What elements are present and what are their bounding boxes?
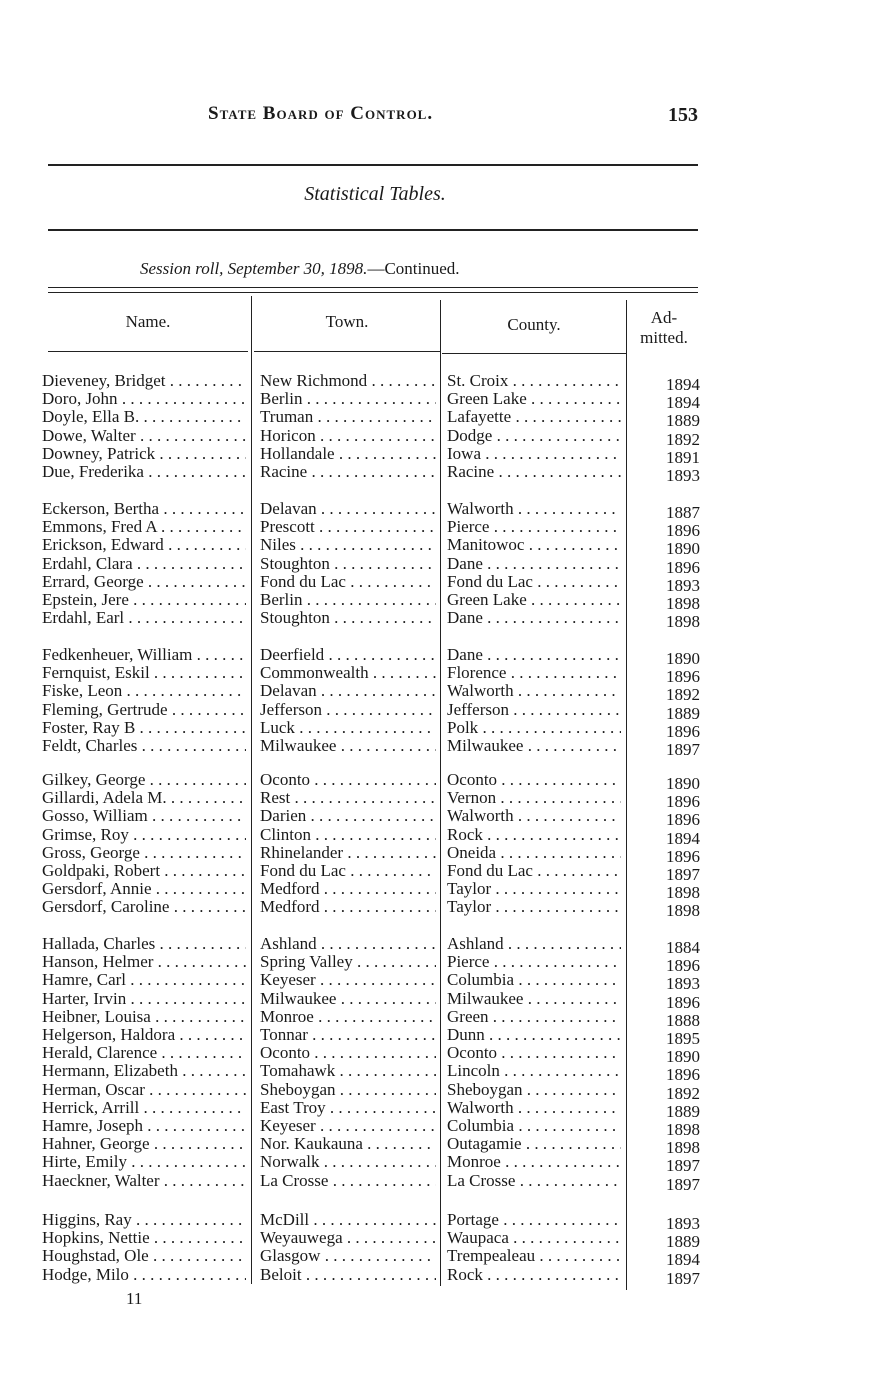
subtitle-rule [48,229,698,231]
name-cell: Erdahl, Clara . . . [42,555,246,573]
admitted-cell: 1894 [666,828,700,848]
town-cell: Stoughton . . . [260,555,436,573]
admitted-line-2: mitted. [640,328,688,347]
admitted-cell: 1892 [666,429,700,449]
name-cell: Epstein, Jere . . . [42,591,246,609]
town-cell: Stoughton . . . [260,609,436,627]
town-cell: Fond du Lac . . . [260,573,436,591]
name-cell: Fiske, Leon . . . [42,682,246,700]
county-cell: Portage . . . [447,1211,621,1229]
admitted-cell: 1895 [666,1029,700,1048]
county-cell: Green Lake . . . [447,591,621,609]
table-top-rule-1 [48,287,698,288]
name-cell: Emmons, Fred A . . . [42,518,246,536]
admitted-cell: 1896 [666,992,700,1012]
admitted-cell: 1892 [666,685,700,705]
town-cell: Darien . . . [260,807,436,825]
name-cell: Gosso, William . . . [42,807,246,825]
name-cell: Dieveney, Bridget . . . [42,372,246,390]
column-divider-1 [251,296,252,1284]
county-cell: Jefferson . . . [447,701,621,719]
town-cell: Luck . . . [260,719,436,737]
town-cell: Nor. Kaukauna . . . [260,1135,436,1153]
admitted-cell: 1884 [666,938,700,957]
town-cell: Truman . . . [260,408,436,426]
admitted-cell: 1898 [666,1120,700,1139]
county-cell: Trempealeau . . . [447,1247,621,1265]
county-cell: Monroe . . . [447,1153,621,1171]
admitted-cell: 1897 [666,1174,700,1194]
admitted-cell: 1898 [666,901,700,921]
name-cell: Doro, John . . . [42,390,246,408]
admitted-cell: 1891 [666,447,700,467]
town-cell: Keyeser . . . [260,971,436,989]
admitted-cell: 1894 [666,375,700,394]
county-cell: Manitowoc . . . [447,536,621,554]
name-cell: Fernquist, Eskil . . . [42,664,246,682]
admitted-cell: 1896 [666,956,700,976]
name-cell: Hirte, Emily . . . [42,1153,246,1171]
name-cell: Higgins, Ray . . . [42,1211,246,1229]
county-cell: Sheboygan . . . [447,1081,621,1099]
admitted-cell: 1888 [666,1010,700,1030]
county-cell: Green . . . [447,1008,621,1026]
town-cell: Milwaukee . . . [260,737,436,755]
admitted-cell: 1898 [666,883,700,903]
admitted-cell: 1892 [666,1083,700,1103]
town-cell: Berlin . . . [260,390,436,408]
admitted-cell: 1893 [666,575,700,595]
town-cell: Clinton . . . [260,826,436,844]
header-underline-name [48,351,248,352]
town-cell: Niles . . . [260,536,436,554]
admitted-cell: 1896 [666,557,700,577]
name-cell: Eckerson, Bertha . . . [42,500,246,518]
county-cell: Taylor . . . [447,880,621,898]
subtitle: Statistical Tables. [304,183,446,205]
name-cell: Erdahl, Earl . . . [42,609,246,627]
town-cell: Oconto . . . [260,771,436,789]
admitted-cell: 1889 [666,1101,700,1121]
admitted-cell: 1897 [666,1156,700,1176]
admitted-cell: 1889 [666,1232,700,1252]
town-cell: Commonwealth . . . [260,664,436,682]
county-cell: Rock . . . [447,826,621,844]
town-cell: Hollandale . . . [260,445,436,463]
column-header-admitted [628,308,700,348]
county-cell: Columbia . . . [447,971,621,989]
town-cell: Sheboygan . . . [260,1081,436,1099]
admitted-cell: 1890 [666,774,700,793]
name-cell: Hamre, Joseph . . . [42,1117,246,1135]
admitted-line-1: Ad- [650,308,678,327]
admitted-cell: 1894 [666,393,700,413]
admitted-cell: 1897 [666,1268,700,1288]
admitted-cell: 1898 [666,1138,700,1158]
town-cell: Rhinelander . . . [260,844,436,862]
town-cell: McDill . . . [260,1211,436,1229]
name-cell: Doyle, Ella B. . . . [42,408,246,426]
county-cell: Dane . . . [447,646,621,664]
admitted-cell: 1893 [666,1214,700,1233]
name-cell: Hanson, Helmer . . . [42,953,246,971]
top-rule [48,164,698,166]
column-divider-3 [626,300,627,1290]
name-cell: Gillardi, Adela M. . . . [42,789,246,807]
town-cell: Norwalk . . . [260,1153,436,1171]
admitted-cell: 1896 [666,792,700,812]
county-cell: Waupaca . . . [447,1229,621,1247]
county-cell: Oneida . . . [447,844,621,862]
admitted-cell: 1897 [666,740,700,759]
header-underline-town [254,351,440,352]
county-cell: Oconto . . . [447,771,621,789]
column-header-town: Town. [325,312,369,331]
admitted-cell: 1896 [666,667,700,687]
county-cell: Polk . . . [447,719,621,737]
town-cell: Oconto . . . [260,1044,436,1062]
caption-prefix: Session roll, September 30, 1898. [140,259,368,278]
county-cell: Ashland . . . [447,935,621,953]
name-cell: Erickson, Edward . . . [42,536,246,554]
admitted-cell: 1889 [666,411,700,431]
admitted-cell: 1896 [666,521,700,541]
name-cell: Due, Frederika . . . [42,463,246,481]
admitted-cell: 1896 [666,810,700,830]
town-cell: Fond du Lac . . . [260,862,436,880]
county-cell: Walworth . . . [447,1099,621,1117]
admitted-cell: 1890 [666,649,700,668]
town-cell: Deerfield . . . [260,646,436,664]
town-cell: Tomahawk . . . [260,1062,436,1080]
name-cell: Foster, Ray B . . . [42,719,246,737]
town-cell: Milwaukee . . . [260,990,436,1008]
name-cell: Hallada, Charles . . . [42,935,246,953]
running-head: State Board of Control. [208,103,434,124]
county-cell: Dane . . . [447,555,621,573]
name-cell: Hamre, Carl . . . [42,971,246,989]
admitted-cell: 1896 [666,721,700,741]
county-cell: Florence . . . [447,664,621,682]
town-cell: Spring Valley . . . [260,953,436,971]
header-underline-county [442,353,626,354]
county-cell: Dane . . . [447,609,621,627]
name-cell: Dowe, Walter . . . [42,427,246,445]
county-cell: Fond du Lac . . . [447,862,621,880]
column-header-county: County. [507,315,561,334]
town-cell: Medford . . . [260,880,436,898]
county-cell: Dodge . . . [447,427,621,445]
town-cell: Beloit . . . [260,1266,436,1284]
name-cell: Gersdorf, Annie . . . [42,880,246,898]
caption-suffix: —Continued. [367,259,460,278]
town-cell: Weyauwega . . . [260,1229,436,1247]
town-cell: Keyeser . . . [260,1117,436,1135]
column-divider-2 [440,300,441,1286]
name-cell: Feldt, Charles . . . [42,737,246,755]
admitted-cell: 1898 [666,594,700,613]
admitted-cell: 1887 [666,503,700,522]
county-cell: Fond du Lac . . . [447,573,621,591]
admitted-cell: 1890 [666,539,700,559]
table-caption [140,259,460,279]
county-cell: Racine . . . [447,463,621,481]
county-cell: Walworth . . . [447,500,621,518]
name-cell: Herman, Oscar . . . [42,1081,246,1099]
county-cell: Rock . . . [447,1266,621,1284]
name-cell: Harter, Irvin . . . [42,990,246,1008]
town-cell: Ashland . . . [260,935,436,953]
county-cell: Milwaukee . . . [447,990,621,1008]
town-cell: Delavan . . . [260,682,436,700]
town-cell: Monroe . . . [260,1008,436,1026]
county-cell: Vernon . . . [447,789,621,807]
name-cell: Hopkins, Nettie . . . [42,1229,246,1247]
county-cell: Lafayette . . . [447,408,621,426]
name-cell: Gross, George . . . [42,844,246,862]
town-cell: Prescott . . . [260,518,436,536]
county-cell: Pierce . . . [447,518,621,536]
town-cell: Horicon . . . [260,427,436,445]
county-cell: Outagamie . . . [447,1135,621,1153]
county-cell: Green Lake . . . [447,390,621,408]
admitted-cell: 1898 [666,612,700,632]
admitted-cell: 1889 [666,703,700,723]
name-cell: Gilkey, George . . . [42,771,246,789]
column-header-name: Name. [125,312,171,331]
name-cell: Hermann, Elizabeth . . . [42,1062,246,1080]
name-cell: Hahner, George . . . [42,1135,246,1153]
name-cell: Herald, Clarence . . . [42,1044,246,1062]
county-cell: Oconto . . . [447,1044,621,1062]
signature-mark: 11 [126,1289,143,1308]
name-cell: Helgerson, Haldora . . . [42,1026,246,1044]
county-cell: Walworth . . . [447,807,621,825]
admitted-cell: 1894 [666,1250,700,1270]
town-cell: Racine . . . [260,463,436,481]
town-cell: Tonnar . . . [260,1026,436,1044]
admitted-cell: 1896 [666,1065,700,1085]
name-cell: Houghstad, Ole . . . [42,1247,246,1265]
county-cell: La Crosse . . . [447,1172,621,1190]
county-cell: Dunn . . . [447,1026,621,1044]
county-cell: Taylor . . . [447,898,621,916]
name-cell: Fleming, Gertrude . . . [42,701,246,719]
county-cell: St. Croix . . . [447,372,621,390]
county-cell: Lincoln . . . [447,1062,621,1080]
county-cell: Walworth . . . [447,682,621,700]
name-cell: Haeckner, Walter . . . [42,1172,246,1190]
town-cell: Jefferson . . . [260,701,436,719]
county-cell: Pierce . . . [447,953,621,971]
town-cell: Medford . . . [260,898,436,916]
town-cell: Glasgow . . . [260,1247,436,1265]
admitted-cell: 1890 [666,1047,700,1067]
admitted-cell: 1893 [666,466,700,485]
town-cell: New Richmond . . . [260,372,436,390]
county-cell: Iowa . . . [447,445,621,463]
table-top-rule-2 [48,292,698,293]
town-cell: Rest . . . [260,789,436,807]
town-cell: Delavan . . . [260,500,436,518]
county-cell: Columbia . . . [447,1117,621,1135]
town-cell: La Crosse . . . [260,1172,436,1190]
admitted-cell: 1896 [666,846,700,866]
town-cell: East Troy . . . [260,1099,436,1117]
town-cell: Berlin . . . [260,591,436,609]
name-cell: Grimse, Roy . . . [42,826,246,844]
name-cell: Fedkenheuer, William . . . [42,646,246,664]
admitted-cell: 1897 [666,865,700,884]
name-cell: Errard, George . . . [42,573,246,591]
name-cell: Herrick, Arrill . . . [42,1099,246,1117]
name-cell: Gersdorf, Caroline . . . [42,898,246,916]
admitted-cell: 1893 [666,974,700,994]
name-cell: Heibner, Louisa . . . [42,1008,246,1026]
name-cell: Goldpaki, Robert . . . [42,862,246,880]
page-number: 153 [668,104,698,126]
name-cell: Downey, Patrick . . . [42,445,246,463]
county-cell: Milwaukee . . . [447,737,621,755]
name-cell: Hodge, Milo . . . [42,1266,246,1284]
